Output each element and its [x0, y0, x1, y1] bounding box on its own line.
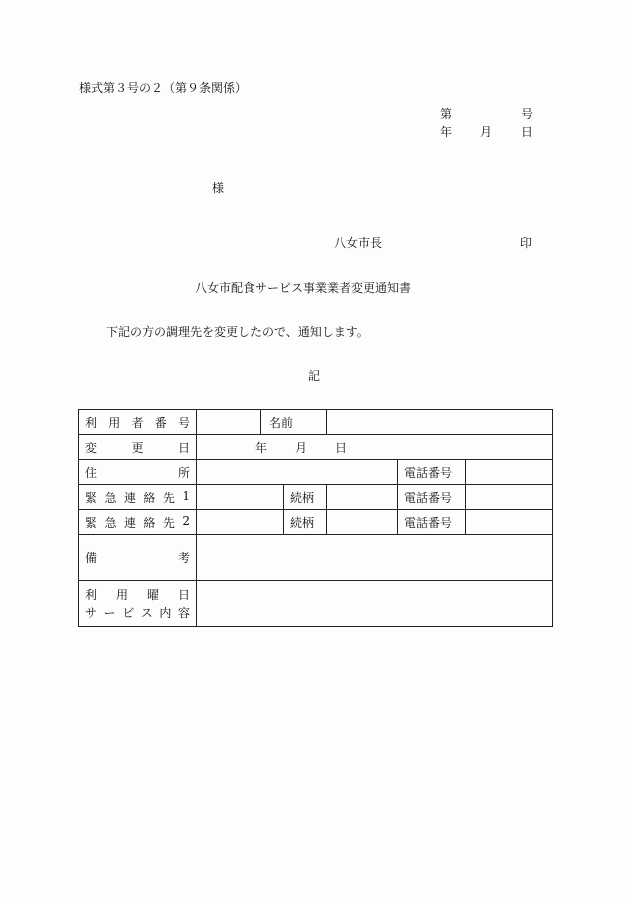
user-number-field[interactable]	[197, 410, 261, 435]
table-row-emergency-contact-1	[79, 485, 553, 510]
user-number-label: 利 用 者 番 号	[79, 410, 197, 435]
emergency-contact-2-label: 緊 急 連 絡 先 2	[79, 510, 197, 535]
seal-mark: 印	[520, 236, 533, 250]
change-notice-table	[78, 409, 553, 627]
number-dai: 第	[440, 107, 453, 121]
emergency-contact-1-field[interactable]	[197, 485, 284, 510]
relation-label-1: 続柄	[284, 485, 327, 510]
issuer: 八女市長	[334, 236, 383, 250]
remarks-label: 備 考	[79, 535, 197, 581]
phone-field[interactable]	[466, 460, 553, 485]
service-days-label: 利 用 曜 日 サ ー ビ ス 内 容	[79, 581, 197, 627]
table-row-change-date	[79, 435, 553, 460]
table-row-user-number	[79, 410, 553, 435]
service-days-field[interactable]	[197, 581, 553, 627]
number-go: 号	[521, 107, 534, 121]
emergency-contact-1-label: 緊 急 連 絡 先 1	[79, 485, 197, 510]
table-row-emergency-contact-2	[79, 510, 553, 535]
remarks-field[interactable]	[197, 535, 553, 581]
emergency-contact-2-field[interactable]	[197, 510, 284, 535]
relation-field-2[interactable]	[327, 510, 398, 535]
address-field[interactable]	[197, 460, 398, 485]
table-row-remarks	[79, 535, 553, 581]
date-year: 年	[440, 125, 453, 139]
date-month: 月	[480, 125, 493, 139]
body-text: 下記の方の調理先を変更したので、通知します。	[106, 325, 369, 339]
change-date-field[interactable]: 年 月 日	[197, 435, 553, 460]
date-day: 日	[521, 125, 534, 139]
relation-label-2: 続柄	[284, 510, 327, 535]
change-date-label: 変 更 日	[79, 435, 197, 460]
form-id: 様式第３号の２（第９条関係）	[79, 81, 248, 95]
name-label: 名前	[261, 410, 327, 435]
ki-label: 記	[308, 369, 321, 383]
document-title: 八女市配食サービス事業業者変更通知書	[195, 281, 412, 295]
relation-field-1[interactable]	[327, 485, 398, 510]
phone-label: 電話番号	[398, 460, 466, 485]
phone-field-2[interactable]	[466, 510, 553, 535]
name-field[interactable]	[327, 410, 553, 435]
phone-label-2: 電話番号	[398, 510, 466, 535]
phone-label-1: 電話番号	[398, 485, 466, 510]
addressee-suffix: 様	[212, 181, 225, 195]
table-row-service-days	[79, 581, 553, 627]
address-label: 住 所	[79, 460, 197, 485]
table-row-address	[79, 460, 553, 485]
phone-field-1[interactable]	[466, 485, 553, 510]
